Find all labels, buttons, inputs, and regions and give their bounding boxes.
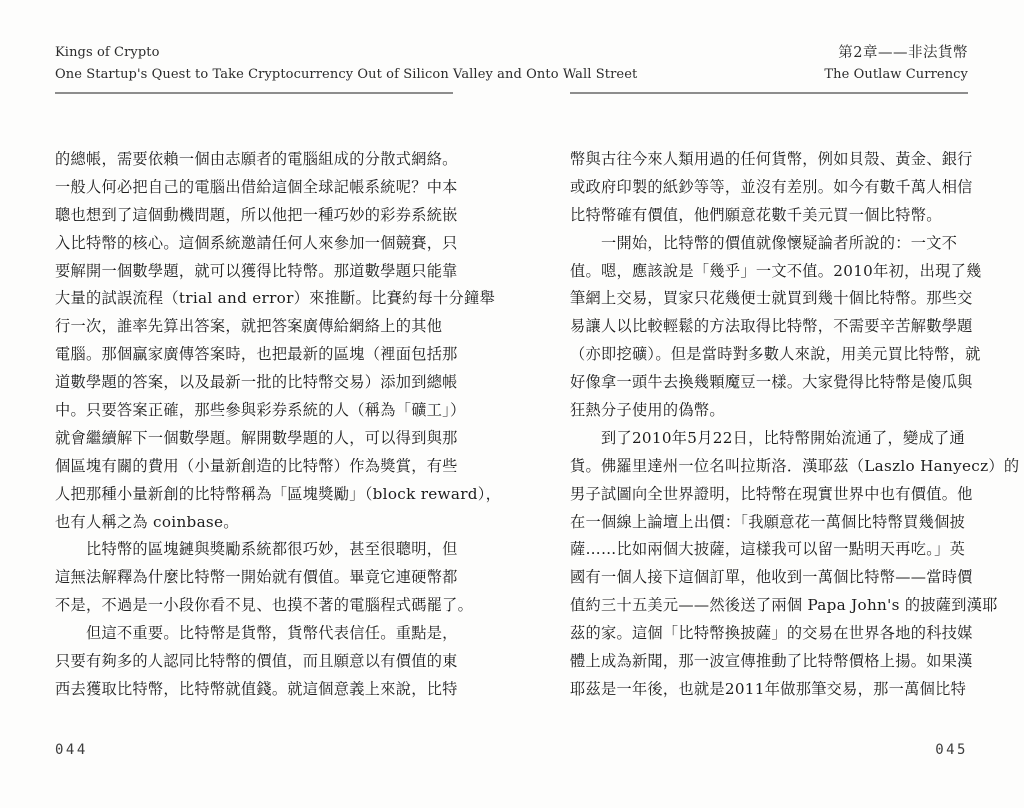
body-line: 在一個線上論壇上出價：「我願意花一萬個比特幣買幾個披: [570, 512, 966, 531]
body-line: 好像拿一頭牛去換幾顆魔豆一樣。大家覺得比特幣是傻瓜與: [570, 373, 973, 392]
chapter-title: 第2章——非法貨幣: [838, 45, 968, 61]
body-line: 就會繼續解下一個數學題。解開數學題的人，可以得到與那: [55, 428, 458, 447]
body-line: 一般人何必把自己的電腦出借給這個全球記帳系統呢？中本: [55, 177, 458, 196]
body-text: [570, 146, 1020, 704]
recto-page: [570, 0, 1020, 808]
body-line: 聰也想到了這個動機問題，所以他把一種巧妙的彩券系統嵌: [55, 205, 458, 224]
body-line: 茲的家。這個「比特幣換披薩」的交易在世界各地的科技媒: [570, 624, 973, 643]
body-line: 這無法解釋為什麼比特幣一開始就有價值。畢竟它連硬幣都: [55, 568, 458, 587]
body-line: 或政府印製的紙鈔等等，並沒有差別。如今有數千萬人相信: [570, 177, 973, 196]
page-number: 045: [935, 742, 968, 758]
body-line: 中。只要答案正確，那些參與彩券系統的人（稱為「礦工」）: [55, 401, 466, 420]
body-line: 男子試圖向全世界證明，比特幣在現實世界中也有價值。他: [570, 484, 973, 503]
book-title: Kings of Crypto: [55, 45, 160, 60]
body-line: 國有一個人接下這個訂單，他收到一萬個比特幣——當時價: [570, 568, 973, 587]
body-line: 薩……比如兩個大披薩，這樣我可以留一點明天再吃。」英: [570, 540, 966, 559]
body-line: 但這不重要。比特幣是貨幣，貨幣代表信任。重點是，: [55, 624, 458, 643]
body-line: 要解開一個數學題，就可以獲得比特幣。那道數學題只能靠: [55, 261, 458, 280]
running-header-right: [570, 42, 968, 86]
body-line: 比特幣確有價值，他們願意花數千美元買一個比特幣。: [570, 205, 942, 224]
body-line: 電腦。那個贏家廣傳答案時，也把最新的區塊（裡面包括那: [55, 345, 458, 364]
body-line: 貨。佛羅里達州一位名叫拉斯洛．漢耶茲（Laszlo Hanyecz）的: [570, 456, 1020, 475]
body-line: 西去獲取比特幣，比特幣就值錢。就這個意義上來說，比特: [55, 679, 458, 698]
body-line: 耶茲是一年後，也就是2011年做那筆交易，那一萬個比特: [570, 679, 967, 698]
body-line: 只要有夠多的人認同比特幣的價值，而且願意以有價值的東: [55, 652, 458, 671]
body-line: 也有人稱之為 coinbase。: [55, 512, 239, 531]
body-line: 比特幣的區塊鏈與獎勵系統都很巧妙，甚至很聰明，但: [55, 540, 458, 559]
body-line: （亦即挖礦）。但是當時對多數人來說，用美元買比特幣，就: [570, 345, 981, 364]
book-subtitle: One Startup's Quest to Take Cryptocurrency Out of Silicon Valley and Onto Wall Street: [55, 67, 638, 82]
running-header-left: [55, 42, 638, 86]
body-text: [55, 146, 502, 704]
body-line: 體上成為新聞，那一波宣傳推動了比特幣價格上揚。如果漢: [570, 652, 973, 671]
body-line: 一開始，比特幣的價值就像懷疑論者所說的：一文不: [570, 233, 958, 252]
body-line: 狂熱分子使用的偽幣。: [570, 401, 725, 420]
body-line: 值。嗯，應該說是「幾乎」一文不值。2010年初，出現了幾: [570, 261, 982, 280]
page-number: 044: [55, 742, 88, 758]
body-line: 值約三十五美元——然後送了兩個 Papa John's 的披薩到漢耶: [570, 596, 998, 615]
body-line: 的總帳，需要依賴一個由志願者的電腦組成的分散式網絡。: [55, 150, 458, 168]
body-line: 易讓人以比較輕鬆的方法取得比特幣，不需要辛苦解數學題: [570, 317, 973, 336]
body-line: 道數學題的答案，以及最新一批的比特幣交易）添加到總帳: [55, 373, 458, 392]
body-line: 幣與古往今來人類用過的任何貨幣，例如貝殼、黃金、銀行: [570, 150, 973, 168]
body-line: 筆網上交易，買家只花幾便士就買到幾十個比特幣。那些交: [570, 289, 973, 308]
body-line: 個區塊有關的費用（小量新創造的比特幣）作為獎賞，有些: [55, 456, 458, 475]
header-rule: [55, 92, 453, 94]
verso-page: [55, 0, 638, 808]
body-line: 不是，不過是一小段你看不見、也摸不著的電腦程式碼罷了。: [55, 596, 474, 615]
body-line: 行一次，誰率先算出答案，就把答案廣傳給網絡上的其他: [55, 317, 443, 336]
body-line: 大量的試誤流程（trial and error）來推斷。比賽約每十分鐘舉: [55, 289, 495, 308]
chapter-subtitle: The Outlaw Currency: [824, 67, 968, 82]
body-line: 入比特幣的核心。這個系統邀請任何人來參加一個競賽，只: [55, 233, 458, 252]
header-rule: [570, 92, 968, 94]
body-line: 人把那種小量新創的比特幣稱為「區塊獎勵」（block reward），: [55, 484, 502, 503]
body-line: 到了2010年5月22日，比特幣開始流通了，變成了通: [570, 428, 965, 447]
